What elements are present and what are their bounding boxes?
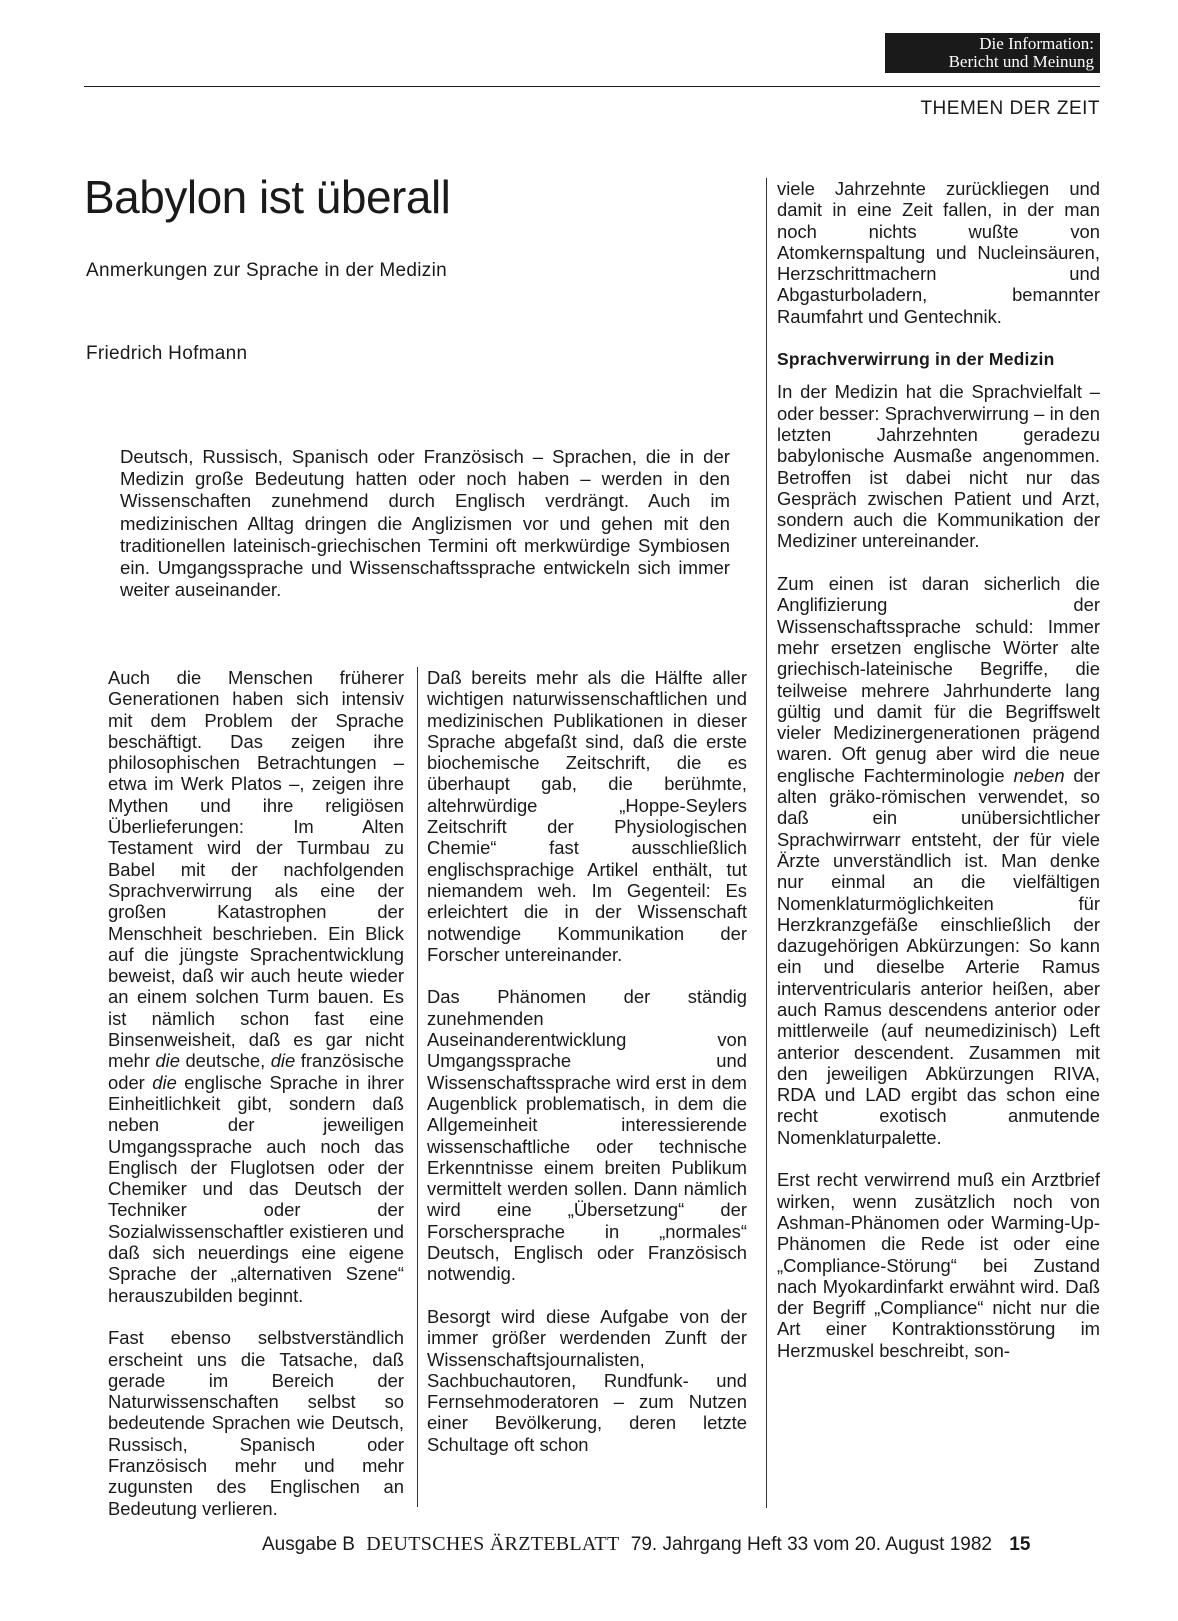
column-rule-1	[417, 667, 418, 1507]
footer-issue: 79. Jahrgang Heft 33 vom 20. August 1982	[630, 1534, 993, 1555]
header-rule	[84, 86, 1100, 87]
text-run: englische Sprache in ihrer Einheitlichkeit gibt, sondern daß neben der jeweiligen Umgangssprache auch noch das Englisch der Fluglotsen oder der Chemiker und das Deutsch der Techniker oder der Sozialwissenschaftler existieren und daß sich neuerdings eine eigene Sprache der „alternativen Szene“ herauszubilden beginnt.	[108, 1071, 404, 1306]
article-subtitle: Anmerkungen zur Sprache in der Medizin	[86, 260, 447, 281]
paragraph: Besorgt wird diese Aufgabe von der immer größer werdenden Zunft der Wissenschaftsjournalisten, Sachbuchautoren, Rundfunk- und Fernsehmoderatoren – zum Nutzen einer Bevölkerung, deren letzte Schultage oft schon	[427, 1305, 747, 1455]
footer-journal: DEUTSCHES ÄRZTEBLATT	[366, 1533, 620, 1555]
paragraph: Das Phänomen der ständig zunehmenden Auseinanderentwicklung von Umgangssprache und Wissenschaftssprache wird erst in dem Augenblick problematisch, in dem die Allgemeinheit interessierende wissenschaftliche oder technische Erkenntnisse einem breiten Publikum vermittelt werden sollen. Dann nämlich wird eine „Übersetzung“ der Forschersprache in „normales“ Deutsch, Englisch oder Französisch notwendig.	[427, 986, 747, 1285]
column-1	[108, 667, 404, 1540]
page-footer	[262, 1533, 1030, 1556]
article-teaser: Deutsch, Russisch, Spanisch oder Französisch – Sprachen, die in der Medizin große Bedeutung hatten oder noch haben – werden in den Wissenschaften zunehmend durch Englisch verdrängt. Auch im medizinischen Alltag dringen die Anglizismen vor und gehen mit den traditionellen lateinisch-griechischen Termini oft merkwürdige Symbiosen ein. Umgangssprache und Wissenschaftssprache entwickeln sich immer weiter auseinander.	[120, 446, 730, 601]
badge-line-2: Bericht und Meinung	[948, 52, 1094, 71]
paragraph: Daß bereits mehr als die Hälfte aller wichtigen naturwissenschaftlichen und medizinischen Publikationen in dieser Sprache abgefaßt sind, daß die erste biochemische Zeitschrift, die es überhaupt gab, die berühmte, altehrwürdige „Hoppe-Seylers Zeitschrift der Physiologischen Chemie“ fast ausschließlich englischsprachige Artikel enthält, tut niemandem weh. Im Gegenteil: Es erleichtert die in der Wissenschaft notwendige Kommunikation der Forscher untereinander.	[427, 667, 747, 965]
paragraph	[777, 573, 1100, 1148]
column-3	[777, 178, 1100, 1382]
section-heading: Sprachverwirrung in der Medizin	[777, 349, 1055, 370]
article-title: Babylon ist überall	[84, 171, 451, 223]
emphasis: neben	[1013, 764, 1065, 786]
text-run: der alten gräko-römischen verwendet, so daß ein unübersichtlicher Sprachwirrwarr entsteht, der für viele Ärzte unverständlich ist. Man denke nur einmal an die vielfältigen Nomenklaturmöglichkeiten für Herzkranzgefäße einschließlich der dazugehörigen Abkürzungen: So kann ein und dieselbe Arterie Ramus interventricularis anterior heißen, aber auch Ramus descendens anterior oder mittlerweile (auf neumedizinisch) Left anterior descendent. Zusammen mit den jeweiligen Abkürzungen RIVA, RDA und LAD ergibt das schon eine recht exotisch anmutende Nomenklaturpalette.	[777, 764, 1100, 1148]
section-label: THEMEN DER ZEIT	[920, 98, 1100, 119]
paragraph: Fast ebenso selbstverständlich erscheint uns die Tatsache, daß gerade im Bereich der Naturwissenschaften selbst so bedeutende Sprachen wie Deutsch, Russisch, Spanisch oder Französisch mehr und mehr zugunsten des Englischen an Bedeutung verlieren.	[108, 1327, 404, 1519]
badge-line-1: Die Information:	[979, 34, 1094, 53]
page-number: 15	[1009, 1534, 1031, 1555]
column-rule-2	[766, 178, 767, 1508]
footer-edition: Ausgabe B	[262, 1534, 355, 1555]
text-run: deutsche,	[179, 1050, 271, 1072]
text-run: französische oder	[108, 1050, 404, 1093]
text-run: Auch die Menschen früherer Generationen haben sich intensiv mit dem Problem der Sprache beschäftigt. Das zeigen ihre philosophischen Betrachtungen – etwa im Werk Platos –, zeigen ihre Mythen und ihre religiösen Überlieferungen: Im Alten Testament wird der Turmbau zu Babel mit der nachfolgenden Sprachverwirrung als eine der großen Katastrophen der Menschheit beschrieben. Ein Blick auf die jüngste Sprachentwicklung beweist, daß wir auch heute wieder an einem solchen Turm bauen. Es ist nämlich schon fast eine Binsenweisheit, daß es gar nicht mehr	[108, 667, 404, 1072]
text-run: Zum einen ist daran sicherlich die Anglifizierung der Wissenschaftssprache schuld: Immer mehr ersetzen englische Wörter alte griechisch-lateinische Begriffe, die teilweise mehrere Jahrhunderte lang gültig und damit für die Begriffswelt vieler Medizinergenerationen prägend waren. Oft genug aber wird die neue englische Fachterminologie	[777, 573, 1100, 786]
paragraph	[108, 667, 404, 1306]
emphasis: die	[155, 1050, 180, 1072]
paragraph: In der Medizin hat die Sprachvielfalt – oder besser: Sprachverwirrung – in den letzten Jahrzehnten geradezu babylonische Ausmaße angenommen. Betroffen ist dabei nicht nur das Gespräch zwischen Patient und Arzt, sondern auch die Kommunikation der Mediziner untereinander.	[777, 381, 1100, 552]
emphasis: die	[270, 1050, 296, 1072]
paragraph: Erst recht verwirrend muß ein Arztbrief wirken, wenn zusätzlich noch von Ashman-Phänomen oder Warming-Up-Phänomen die Rede ist oder eine „Compliance-Störung“ bei Zustand nach Myokardinfarkt erwähnt wird. Daß der Begriff „Compliance“ nicht nur die Art einer Kontraktionsstörung im Herzmuskel beschreibt, son-	[777, 1169, 1100, 1361]
article-author: Friedrich Hofmann	[86, 343, 248, 364]
column-2	[427, 667, 747, 1476]
section-badge	[885, 33, 1100, 73]
emphasis: die	[152, 1071, 177, 1093]
paragraph: viele Jahrzehnte zurückliegen und damit in eine Zeit fallen, in der man noch nichts wußte von Atomkernspaltung und Nucleinsäuren, Herzschrittmachern und Abgasturboladern, bemannter Raumfahrt und Gentechnik.	[777, 178, 1100, 327]
